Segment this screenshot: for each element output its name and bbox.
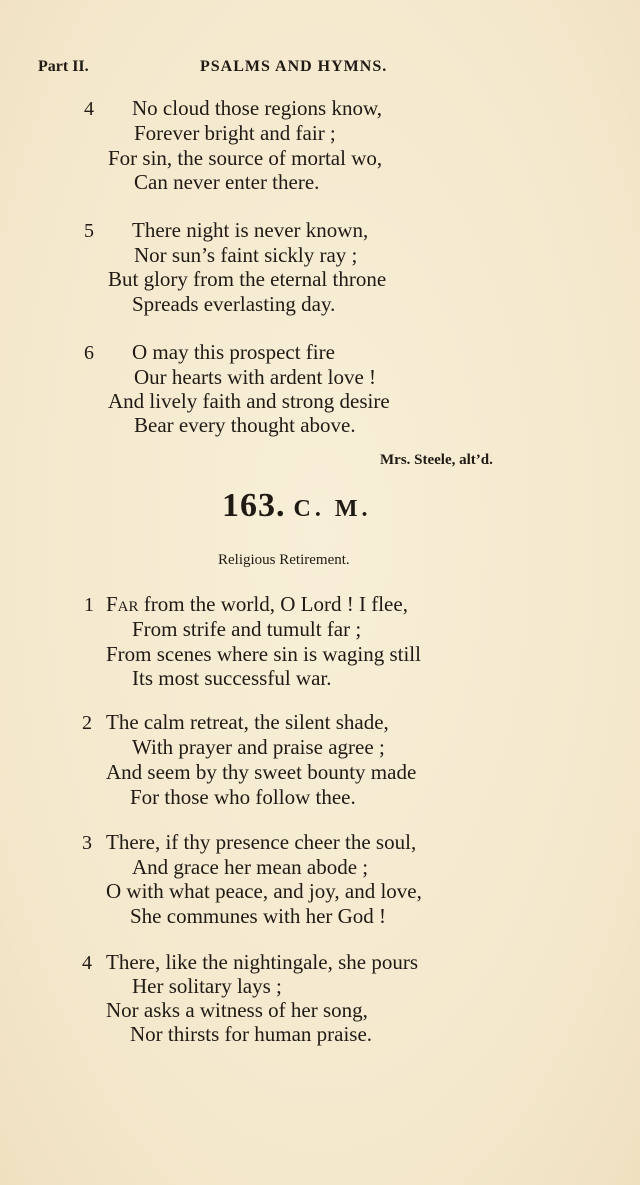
part-label: Part II. (38, 58, 89, 75)
stanza-number: 6 (84, 342, 94, 364)
verse-line: There night is never known, (132, 218, 369, 242)
stanza-number: 4 (82, 952, 92, 974)
stanza-number: 2 (82, 712, 92, 734)
first-line-rest: from the world, O Lord ! I flee, (138, 592, 408, 616)
stanza-number: 1 (84, 594, 94, 616)
verse-line: The calm retreat, the silent shade, (106, 710, 389, 734)
verse-line: Can never enter there. (134, 170, 320, 194)
stanza-number: 5 (84, 220, 94, 242)
verse-line: There, like the nightingale, she pours (106, 950, 418, 974)
verse-line: Our hearts with ardent love ! (134, 365, 377, 389)
verse-line: From scenes where sin is waging still (106, 642, 421, 666)
verse-line: For those who follow thee. (130, 785, 356, 809)
verse-line: She communes with her God ! (130, 904, 387, 928)
verse-line: Nor thirsts for human praise. (130, 1022, 373, 1046)
verse-line: O with what peace, and joy, and love, (106, 879, 422, 903)
first-word: Far (106, 592, 139, 616)
book-title: PSALMS AND HYMNS. (200, 58, 388, 75)
hymn-subtitle: Religious Retirement. (218, 552, 350, 568)
hymn-heading (222, 487, 371, 525)
hymn-number: 163. (222, 487, 286, 524)
stanza-number: 4 (84, 98, 94, 120)
verse-line: There, if thy presence cheer the soul, (106, 830, 417, 854)
verse-line: Bear every thought above. (134, 413, 356, 437)
running-header (38, 58, 558, 80)
verse-line: Nor asks a witness of her song, (106, 998, 368, 1022)
verse-line: No cloud those regions know, (132, 96, 383, 120)
verse-line: For sin, the source of mortal wo, (108, 146, 383, 170)
hymn-meter: C. M. (293, 496, 372, 522)
verse-line: And grace her mean abode ; (132, 855, 369, 879)
stanza-number: 3 (82, 832, 92, 854)
verse-line: And lively faith and strong desire (108, 389, 390, 413)
verse-line: Nor sun’s faint sickly ray ; (134, 243, 358, 267)
verse-line: Its most successful war. (132, 666, 332, 690)
verse-line: Her solitary lays ; (132, 974, 282, 998)
verse-line: O may this prospect fire (132, 340, 335, 364)
verse-line: Forever bright and fair ; (134, 121, 336, 145)
verse-line: But glory from the eternal throne (108, 267, 387, 291)
verse-line: And seem by thy sweet bounty made (106, 760, 417, 784)
verse-line: Spreads everlasting day. (132, 292, 336, 316)
verse-line: From strife and tumult far ; (132, 617, 362, 641)
verse-line-first (106, 592, 408, 617)
author-attribution: Mrs. Steele, alt’d. (380, 452, 493, 468)
verse-line: With prayer and praise agree ; (132, 735, 385, 759)
